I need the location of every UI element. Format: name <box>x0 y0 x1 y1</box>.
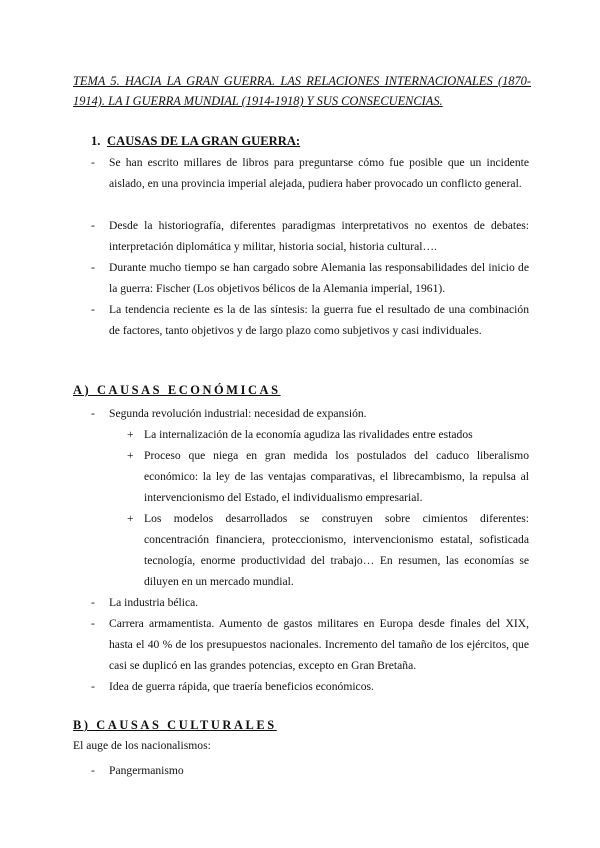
list-item-text: Segunda revolución industrial: necesidad de expansión. <box>109 407 367 420</box>
sub-list-item <box>127 424 529 445</box>
sub-list-item-text: Proceso que niega en gran medida los postulados del caduco liberalismo económico: la ley de las ventajas comparativas, el librecambismo, la repulsa al intervencionismo del Estado, el individualismo empresarial. <box>144 449 529 504</box>
list-item <box>91 676 529 697</box>
list-item <box>91 299 529 341</box>
sub-list-item-text: Los modelos desarrollados se construyen sobre cimientos diferentes: concentración financiera, proteccionismo, intervencionismo estatal, sofisticada tecnología, enorme productividad del trabajo… En resumen, las economías se diluyen en un mercado mundial. <box>144 512 529 588</box>
list-item <box>91 760 529 781</box>
dash-bullet: - <box>91 764 95 777</box>
list-item <box>91 613 529 676</box>
list-item-text: Se han escrito millares de libros para preguntarse cómo fue posible que un incidente aislado, en una provincia imperial alejada, pudiera haber provocado un conflicto general. <box>109 156 529 190</box>
list-item <box>91 403 529 424</box>
dash-bullet: - <box>91 617 95 630</box>
list-item <box>91 257 529 299</box>
list-item-text: Idea de guerra rápida, que traería beneficios económicos. <box>109 680 374 693</box>
list-item-text: Carrera armamentista. Aumento de gastos militares en Europa desde finales del XIX, hasta el 40 % de los presupuestos nacionales. Incremento del tamaño de los ejércitos, que casi se duplicó en las grandes potencias, excepto en Gran Bretaña. <box>109 617 529 672</box>
list-item-text: Pangermanismo <box>109 764 184 777</box>
section-number: 1. <box>91 134 101 148</box>
sub-list-item-text: La internalización de la economía agudiza las rivalidades entre estados <box>144 428 473 441</box>
list-item <box>91 152 529 194</box>
dash-bullet: - <box>91 261 95 274</box>
dash-bullet: - <box>91 680 95 693</box>
section-a-heading: A) CAUSAS ECONÓMICAS <box>73 383 281 397</box>
list-item-text: Desde la historiografía, diferentes paradigmas interpretativos no exentos de debates: interpretación diplomática y militar, historia social, historia cultural…. <box>109 219 529 253</box>
dash-bullet: - <box>91 303 95 316</box>
section-b-intro: El auge de los nacionalismos: <box>73 739 211 752</box>
list-item <box>91 592 529 613</box>
list-item-text: Durante mucho tiempo se han cargado sobre Alemania las responsabilidades del inicio de la guerra: Fischer (Los objetivos bélicos de la Alemania imperial, 1961). <box>109 261 529 295</box>
plus-bullet: + <box>127 449 134 462</box>
sub-list-item <box>127 445 529 508</box>
plus-bullet: + <box>127 428 134 441</box>
sub-list-item <box>127 508 529 592</box>
dash-bullet: - <box>91 596 95 609</box>
document-title: TEMA 5. HACIA LA GRAN GUERRA. LAS RELACIONES INTERNACIONALES (1870-1914). LA I GUERRA MUNDIAL (1914-1918) Y SUS CONSECUENCIAS. <box>73 74 531 108</box>
dash-bullet: - <box>91 219 95 232</box>
section-title: CAUSAS DE LA GRAN GUERRA: <box>107 134 301 148</box>
dash-bullet: - <box>91 156 95 169</box>
section-b-heading: B) CAUSAS CULTURALES <box>73 718 277 732</box>
plus-bullet: + <box>127 512 134 525</box>
list-item <box>91 215 529 257</box>
list-item-text: La tendencia reciente es la de las síntesis: la guerra fue el resultado de una combinación de factores, tanto objetivos y de largo plazo como subjetivos y casi individuales. <box>109 303 529 337</box>
list-item-text: La industria bélica. <box>109 596 199 609</box>
dash-bullet: - <box>91 407 95 420</box>
